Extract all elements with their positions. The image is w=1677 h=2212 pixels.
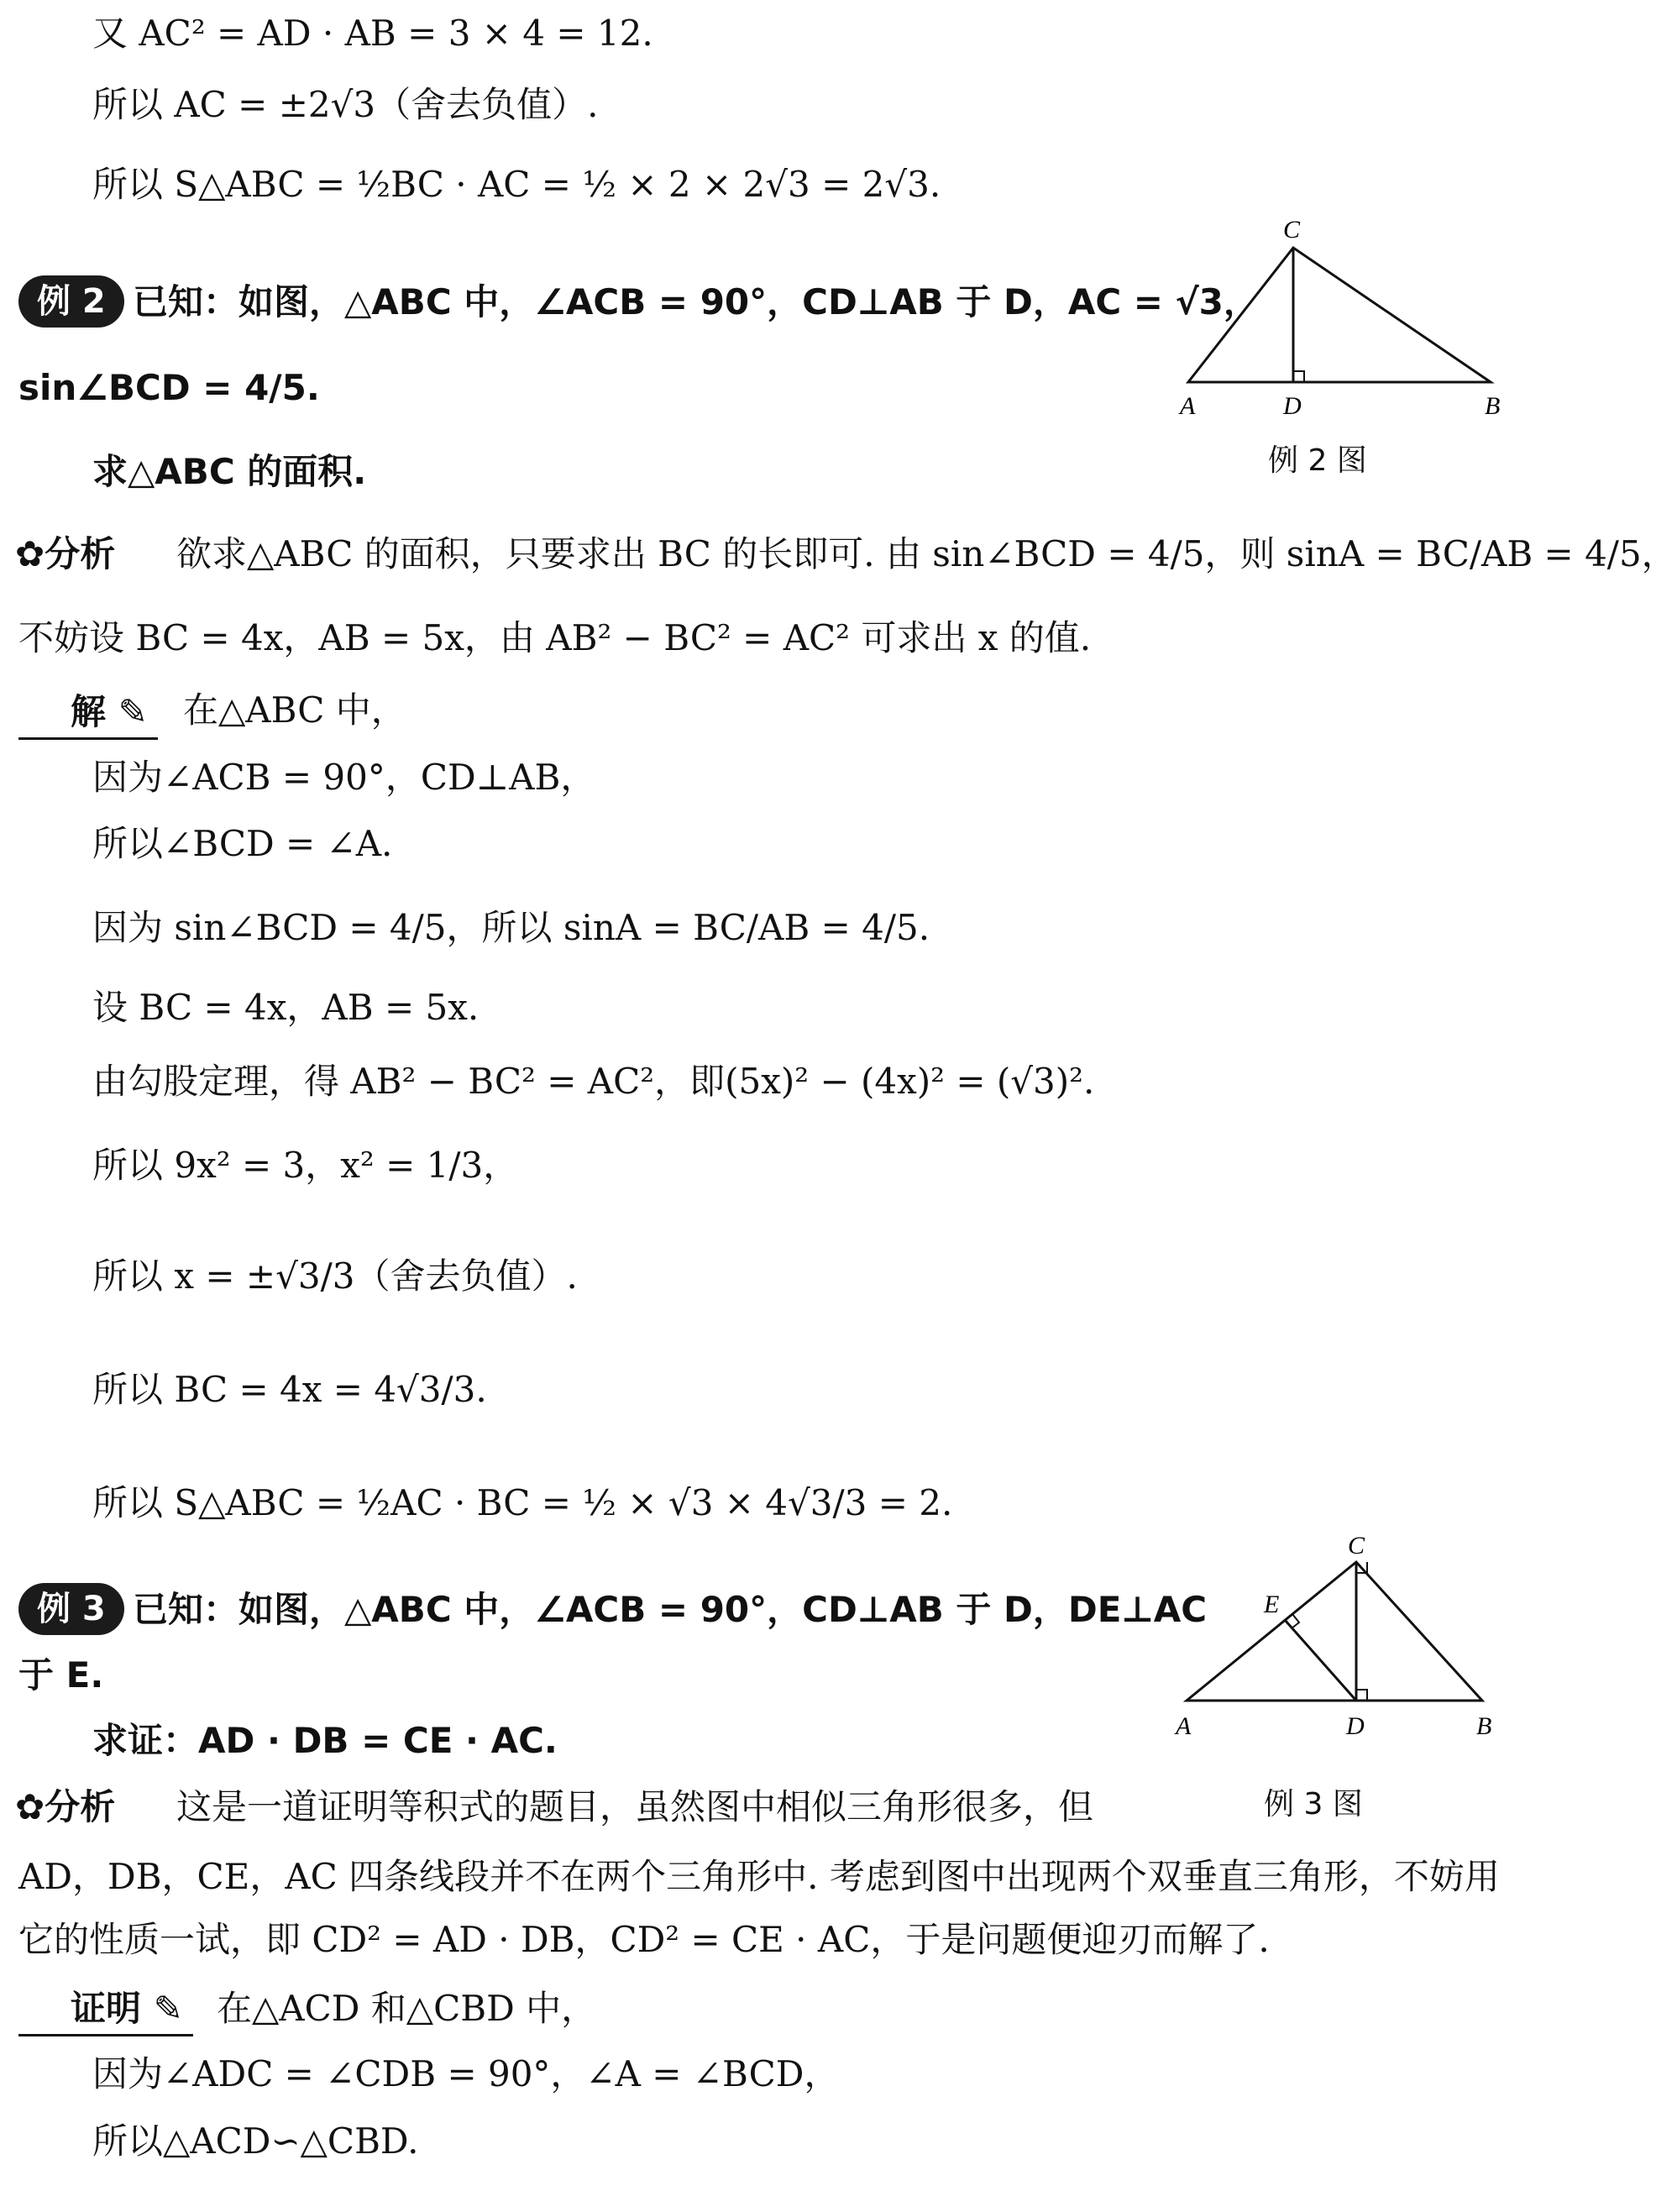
solution-line-9: 所以 S△ABC = ½AC · BC = ½ × √3 × 4√3/3 = 2. (92, 1482, 953, 1523)
example-2-badge: 例 2 (18, 275, 124, 328)
example-2-figure (1163, 206, 1516, 424)
example-3-proof-tag: 证明 ✎ (18, 1984, 193, 2036)
prev-line-2: 所以 AC = ±2√3（舍去负值）. (92, 84, 599, 125)
pencil-icon: ✎ (141, 1988, 183, 2029)
example-3-figure (1155, 1524, 1516, 1751)
example-3-analysis-line-3: 它的性质一试，即 CD² = AD · DB，CD² = CE · AC，于是问题便迎刃而解了. (18, 1919, 1270, 1960)
prev-line-3: 所以 S△ABC = ½BC · AC = ½ × 2 × 2√3 = 2√3. (92, 164, 941, 205)
label-c: C (1283, 216, 1301, 244)
solution-line-7: 所以 x = ±√3/3（舍去负值）. (92, 1255, 578, 1297)
label-c: C (1348, 1532, 1365, 1559)
label-d: D (1283, 392, 1302, 420)
solution-line-5: 由勾股定理，得 AB² − BC² = AC²，即(5x)² − (4x)² = (√3)². (92, 1061, 1095, 1102)
triangle-abc (1187, 1562, 1482, 1701)
label-b: B (1485, 392, 1501, 420)
pencil-icon: ✎ (106, 691, 148, 732)
example-3-question-line-2: 于 E. (18, 1654, 104, 1696)
solution-line-8: 所以 BC = 4x = 4√3/3. (92, 1369, 487, 1410)
example-2-question-line-1: 已知：如图，△ABC 中，∠ACB = 90°，CD⊥AB 于 D，AC = √3， (133, 281, 1259, 322)
solution-line-4: 设 BC = 4x，AB = 5x. (92, 987, 480, 1028)
triangle-abc (1188, 248, 1491, 382)
example-3-caption: 例 3 图 (1264, 1787, 1363, 1821)
label-e: E (1264, 1591, 1280, 1618)
example-2-analysis-line-1: 欲求△ABC 的面积，只要求出 BC 的长即可. 由 sin∠BCD = 4/5，则 sinA = BC/AB = 4/5， (176, 533, 1677, 574)
example-3-question-line-1: 已知：如图，△ABC 中，∠ACB = 90°，CD⊥AB 于 D，DE⊥AC (133, 1589, 1208, 1630)
proof-intro: 在△ACD 和△CBD 中， (217, 1988, 597, 2029)
prev-line-1: 又 AC² = AD · AB = 3 × 4 = 12. (92, 13, 653, 54)
example-2-analysis-line-2: 不妨设 BC = 4x，AB = 5x，由 AB² − BC² = AC² 可求出 x 的值. (18, 617, 1092, 658)
example-2-analysis-tag: ✿分析 (15, 533, 116, 574)
gear-icon: ✿ (15, 1786, 45, 1827)
example-2-question-line-2: sin∠BCD = 4/5. (18, 367, 320, 408)
right-angle-mark-d (1356, 1690, 1367, 1701)
example-3-analysis-line-1: 这是一道证明等积式的题目，虽然图中相似三角形很多，但 (176, 1786, 1094, 1827)
proof-line-2: 所以△ACD∽△CBD. (92, 2120, 419, 2162)
example-3-question-line-3: 求证：AD · DB = CE · AC. (92, 1720, 558, 1761)
example-3-analysis-line-2: AD，DB，CE，AC 四条线段并不在两个三角形中. 考虑到图中出现两个双垂直三角形，不妨用 (18, 1856, 1500, 1897)
proof-line-1: 因为∠ADC = ∠CDB = 90°，∠A = ∠BCD， (92, 2053, 840, 2094)
solution-line-6: 所以 9x² = 3，x² = 1/3， (92, 1145, 519, 1186)
perpendicular-de (1285, 1620, 1356, 1701)
example-3-badge: 例 3 (18, 1583, 124, 1635)
solution-line-1: 因为∠ACB = 90°，CD⊥AB， (92, 757, 596, 798)
right-angle-mark-e (1292, 1614, 1299, 1628)
solution-line-3: 因为 sin∠BCD = 4/5，所以 sinA = BC/AB = 4/5. (92, 907, 930, 948)
example-2-solution-tag: 解 ✎ (18, 687, 158, 740)
label-a: A (1176, 1712, 1192, 1740)
label-b: B (1476, 1712, 1492, 1740)
right-angle-mark (1293, 371, 1304, 382)
label-a: A (1180, 392, 1196, 420)
solution-intro: 在△ABC 中， (183, 689, 406, 731)
example-2-caption: 例 2 图 (1268, 443, 1367, 478)
example-3-analysis-tag: ✿分析 (15, 1786, 116, 1827)
solution-line-2: 所以∠BCD = ∠A. (92, 823, 393, 864)
example-2-question-line-3: 求△ABC 的面积. (92, 451, 367, 492)
label-d: D (1346, 1712, 1365, 1740)
gear-icon: ✿ (15, 533, 45, 574)
